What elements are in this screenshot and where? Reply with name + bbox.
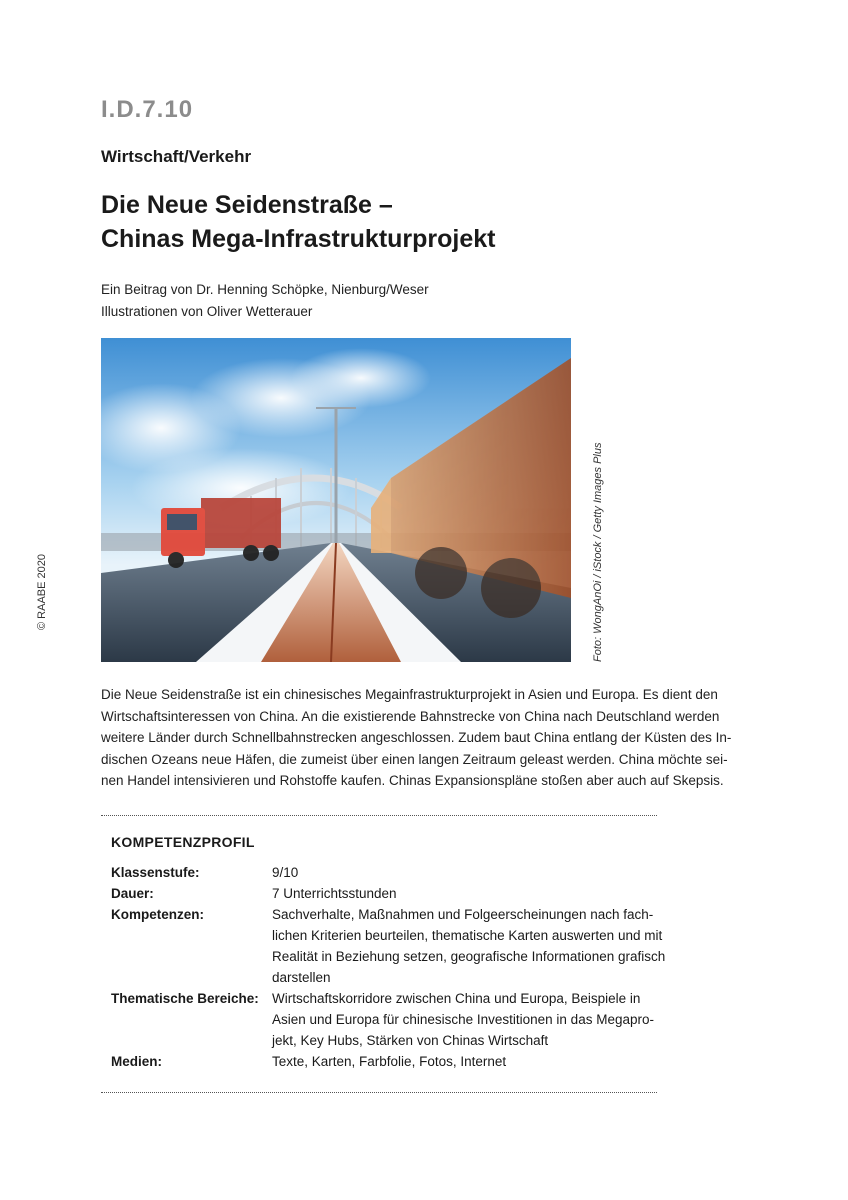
- profile-value: [272, 988, 654, 1051]
- photo-credit: Foto: WongAnOi / iStock / Getty Images Plus: [592, 442, 604, 662]
- profile-value-line: 9/10: [272, 865, 299, 880]
- profile-value-line: jekt, Key Hubs, Stärken von Chinas Wirtschaft: [272, 1033, 549, 1048]
- kompetenzprofil-table: [111, 862, 666, 1072]
- category-label: Wirtschaft/Verkehr: [101, 147, 252, 166]
- profile-row: [111, 883, 651, 904]
- title-line: Die Neue Seidenstraße –: [101, 191, 393, 219]
- intro-line: weitere Länder durch Schnellbahnstrecken angeschlossen. Zudem baut China entlang der Küsten des In-: [101, 730, 732, 745]
- document-code: I.D.7.10: [101, 96, 194, 123]
- intro-line: Wirtschaftsinteressen von China. An die existierende Bahnstrecke von China nach Deutschland werden: [101, 708, 720, 724]
- profile-value-line: darstellen: [272, 970, 331, 985]
- page-title: [101, 188, 496, 256]
- profile-value: [272, 862, 651, 883]
- divider-bottom: [101, 1092, 657, 1093]
- profile-label: Klassenstufe:: [111, 865, 200, 880]
- photo-trucks-on-bridge-icon: [101, 338, 571, 662]
- divider-top: [101, 815, 657, 816]
- intro-line: nen Handel intensivieren und Rohstoffe kaufen. Chinas Expansionspläne stoßen aber auch auf Skepsis.: [101, 773, 724, 788]
- byline: [101, 279, 429, 323]
- profile-label: Medien:: [111, 1054, 163, 1069]
- profile-label: Dauer:: [111, 886, 154, 901]
- author-line: Ein Beitrag von Dr. Henning Schöpke, Nienburg/Weser: [101, 282, 429, 297]
- profile-label: Thematische Bereiche:: [111, 991, 259, 1006]
- profile-row: [111, 1051, 651, 1072]
- profile-value-line: Asien und Europa für chinesische Investitionen in das Megapro-: [272, 1012, 654, 1027]
- profile-value-line: lichen Kriterien beurteilen, thematische Karten auswerten und mit: [272, 928, 663, 943]
- kompetenzprofil-heading: KOMPETENZPROFIL: [111, 834, 255, 850]
- profile-label: Kompetenzen:: [111, 907, 205, 922]
- profile-value: [272, 904, 665, 988]
- profile-value-line: Sachverhalte, Maßnahmen und Folgeerscheinungen nach fach-: [272, 907, 654, 922]
- profile-value: [272, 883, 651, 904]
- profile-value-line: Realität in Beziehung setzen, geografische Informationen grafisch: [272, 949, 666, 964]
- intro-line: Die Neue Seidenstraße ist ein chinesisches Megainfrastrukturprojekt in Asien und Europa. Es dient den: [101, 687, 718, 702]
- profile-row: [111, 988, 654, 1051]
- cover-photo: [101, 338, 571, 662]
- profile-value-line: Wirtschaftskorridore zwischen China und Europa, Beispiele in: [272, 991, 641, 1006]
- profile-value-line: 7 Unterrichtsstunden: [272, 886, 397, 901]
- profile-row: [111, 862, 651, 883]
- profile-value-line: Texte, Karten, Farbfolie, Fotos, Internet: [272, 1054, 507, 1069]
- profile-row: [111, 904, 666, 988]
- copyright-notice: © RAABE 2020: [36, 554, 48, 630]
- intro-paragraph: [101, 684, 732, 792]
- intro-line: dischen Ozeans neue Häfen, die zumeist über einen langen Zeitraum geleast werden. China möchte sei-: [101, 751, 728, 767]
- illustrator-line: Illustrationen von Oliver Wetterauer: [101, 304, 313, 319]
- title-line: Chinas Mega-Infrastrukturprojekt: [101, 225, 496, 253]
- profile-value: [272, 1051, 651, 1072]
